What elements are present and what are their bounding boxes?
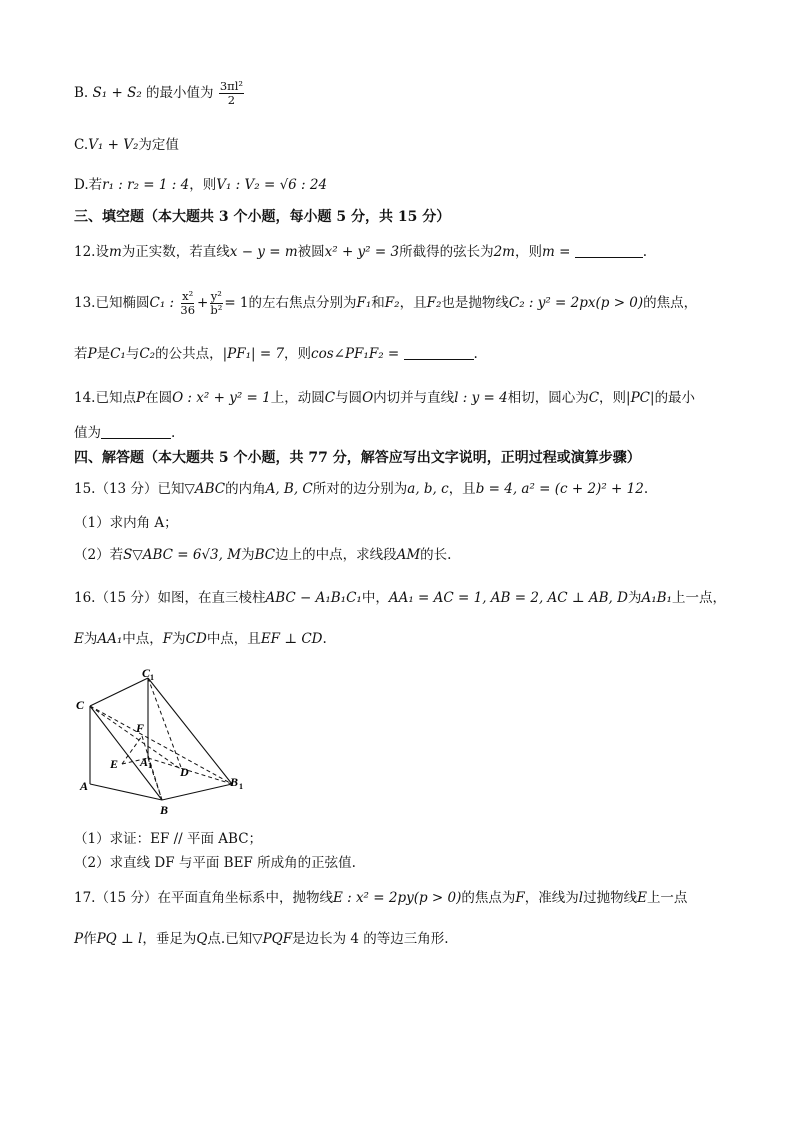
q13-c2-ref: C₂ [139,346,156,362]
q13-text-1: 的左右焦点分别为 [248,295,357,311]
q14-line-2-text: 值为 [74,425,101,441]
segment-cb1 [90,706,232,784]
q15-am: AM [396,547,421,563]
q13-l2-a: 若 [74,346,88,362]
label-c: C [76,698,85,712]
edge-a1b1 [148,758,232,784]
q13-frac-2-den: b² [210,303,223,317]
prism-figure [74,664,254,824]
q16-e: E [74,631,84,647]
q13-text-4: 的焦点， [643,295,698,311]
label-e: E [110,757,119,771]
q16-text-1: 中， [361,590,389,606]
section-4-heading: 四、解答题（本大题共 5 个小题，共 77 分，解答应写出文字说明，正明过程或演算步骤） [74,450,641,466]
q13-plus: + [197,295,209,311]
q17-text-2: ，准线为 [524,890,579,906]
q16-text-2: 为 [627,590,642,606]
q13-and: 和 [371,295,385,311]
q12-text-4: ，则 [514,244,542,260]
segment-c1d [148,678,182,770]
q13-p: P [87,346,97,362]
option-d-cond: r₁ : r₂ = 1 : 4 [102,177,190,193]
q13-l2-e: ，则 [284,346,312,362]
option-b-text: 的最小值为 [146,85,214,101]
q13-f2: F₂ [384,295,400,311]
q17-q: Q [196,931,208,947]
q14-c-again: C [588,390,600,406]
q17-text-1: 的焦点为 [461,890,516,906]
q15-p2-d: 的长. [420,547,452,563]
q17-f: F [515,890,525,906]
label-c1-sub: 1 [150,673,154,682]
q16-text-3: 上一点， [671,590,726,606]
q15-text-2: 所对的边分别为 [312,481,408,497]
q16-a1b1: A₁B₁ [641,590,672,606]
q13-text-3: 也是抛物线 [441,295,509,311]
q13-c2: C₂ : y² = 2px(p > 0) [508,295,644,311]
edge-cc1 [90,678,148,706]
q16-cd: CD [185,631,207,647]
q13-c1: C₁ : [149,295,175,311]
q15-p2-c: 边上的中点，求线段 [275,547,397,563]
q17-p: P [74,931,84,947]
q15-p2-area: S▽ABC = 6√3, M [123,547,242,563]
question-16-line-1 [74,589,726,607]
option-c-lhs: V₁ + V₂ [88,137,139,153]
q12-text-2: 被圆 [297,244,325,260]
q14-text-4: 内切并与直线 [373,390,455,406]
q13-f1: F₁ [356,295,372,311]
option-d-result: V₁ : V₂ = √6 : 24 [216,177,328,193]
q16-f: F [162,631,173,647]
q13-number: 13.已知椭圆 [74,295,150,311]
q14-text-2: 上，动圆 [270,390,325,406]
q13-frac-1 [179,290,196,317]
q17-triangle: ▽PQF [252,931,293,947]
q12-number: 12.设 [74,244,109,260]
q12-text-1: 为正实数，若直线 [121,244,230,260]
option-b-lhs: S₁ + S₂ [92,85,142,101]
option-d-mid: ，则 [189,177,217,193]
q15-p2-a: （2）若 [74,547,124,563]
option-b-frac-num: 3πl² [219,79,243,93]
q14-line: l : y = 4 [454,390,508,406]
q15-sides: a, b, c [407,481,449,497]
label-d: D [180,765,189,779]
q17-head: 17.（15 分）在平面直角坐标系中，抛物线 [74,890,333,906]
question-14-line-2 [74,424,175,442]
q15-bc: BC [254,547,276,563]
label-a1: A [140,755,149,769]
q14-c: C [324,390,336,406]
q14-text-5: 相切，圆心为 [507,390,589,406]
q13-f2-again: F₂ [426,295,442,311]
q12-text-3: 所截得的弦长为 [399,244,494,260]
q16-l2-f: . [322,631,327,647]
q15-angles: A, B, C [265,481,313,497]
q14-text-7: 的最小 [654,390,696,406]
q17-l2-c: ，垂足为 [142,931,197,947]
q12-circle-eq: x² + y² = 3 [324,244,400,260]
q12-m: m [108,244,122,260]
q13-c1-ref: C₁ [110,346,126,362]
q15-text-3: ，且 [448,481,476,497]
label-f: F [136,721,145,735]
q13-cos: cos∠PF₁F₂ = [311,346,400,362]
q13-l2-b: 是 [96,346,111,362]
option-c-label: C. [74,137,89,153]
q12-ask: m = [541,244,571,260]
label-a: A [80,779,89,793]
q17-pq: PQ ⊥ l [96,931,143,947]
q16-l2-c: 中点， [122,631,163,647]
edge-c1b1 [148,678,232,784]
q14-p: P [135,390,146,406]
q13-l2-c: 与 [125,346,140,362]
q13-frac-2-num: y² [210,289,222,303]
q15-condition: b = 4, a² = (c + 2)² + 12 [475,481,644,497]
q16-head: 16.（15 分）如图，在直三棱柱 [74,590,266,606]
question-15 [74,480,648,498]
q13-text-2: ，且 [399,295,427,311]
option-b-label: B. [74,85,89,101]
q16-l2-e: 中点，且 [206,631,261,647]
q17-e: E [637,890,647,906]
section-3-heading: 三、填空题（本大题共 3 个小题，每小题 5 分，共 15 分） [74,209,451,225]
q15-head: 15.（13 分）已知 [74,481,185,497]
label-b: B [160,803,169,817]
q17-l: l [578,890,584,906]
q14-pc: |PC| [626,390,655,406]
q15-part-2 [74,546,451,564]
q14-circle: O : x² + y² = 1 [172,390,271,406]
q14-text-6: ，则 [599,390,627,406]
q15-part-1: （1）求内角 A； [74,515,178,531]
question-13-line-2 [74,345,478,363]
q13-pf1: |PF₁| = 7 [222,346,285,362]
q13-answer-blank[interactable] [404,359,474,360]
q17-text-3: 过抛物线 [583,890,638,906]
q13-frac-2 [209,290,223,317]
q14-text-1: 在圆 [145,390,173,406]
q16-aa1: AA₁ [97,631,123,647]
q17-l2-d: 点.已知 [207,931,253,947]
option-b-frac-den: 2 [227,93,236,107]
q13-frac-1-den: 36 [180,303,196,317]
q17-l2-e: 是边长为 4 的等边三角形. [292,931,449,947]
option-d [74,176,327,194]
q16-part-2: （2）求直线 DF 与平面 BEF 所成角的正弦值. [74,855,356,871]
q17-text-4: 上一点 [646,890,688,906]
label-b1: B [230,775,239,789]
q16-perp: EF ⊥ CD [260,631,323,647]
q14-end: . [171,425,176,441]
q14-answer-blank[interactable] [101,438,171,439]
q15-text-1: 的内角 [225,481,266,497]
option-b [74,80,245,107]
q16-prism: ABC − A₁B₁C₁ [265,590,362,606]
q16-l2-d: 为 [172,631,186,647]
q12-end: . [642,244,647,260]
q13-l2-d: 的公共点， [155,346,223,362]
option-b-fraction [219,80,244,107]
option-c-text: 为定值 [138,137,179,153]
q13-frac-1-num: x² [182,289,194,303]
q12-chord: 2m [493,244,515,260]
q17-l2-b: 作 [83,931,97,947]
question-17-line-1 [74,889,687,907]
q13-end: . [473,346,478,362]
q15-triangle: ▽ABC [184,481,226,497]
question-12 [74,243,647,261]
option-c [74,136,179,154]
question-17-line-2 [74,930,449,948]
option-d-label: D.若 [74,177,103,193]
q15-p2-b: 为 [241,547,255,563]
label-b1-sub: 1 [239,782,243,791]
q12-line-eq: x − y = m [229,244,298,260]
q14-o: O [362,390,374,406]
q16-condition: AA₁ = AC = 1, AB = 2, AC ⊥ AB, D [388,590,628,606]
question-13-line-1 [74,290,697,317]
edge-bb1 [162,784,232,800]
q16-l2-b: 为 [83,631,98,647]
label-c1: C [142,666,151,680]
question-16-line-2 [74,630,327,648]
q16-part-1: （1）求证：EF // 平面 ABC； [74,831,263,847]
q12-answer-blank[interactable] [575,257,643,258]
label-a1-sub: 1 [148,761,152,770]
q14-text-3: 与圆 [335,390,363,406]
question-14-line-1 [74,389,695,407]
q17-parabola: E : x² = 2py(p > 0) [332,890,462,906]
q13-eq: = 1 [224,295,249,311]
q14-number: 14.已知点 [74,390,136,406]
q15-end: . [643,481,649,497]
